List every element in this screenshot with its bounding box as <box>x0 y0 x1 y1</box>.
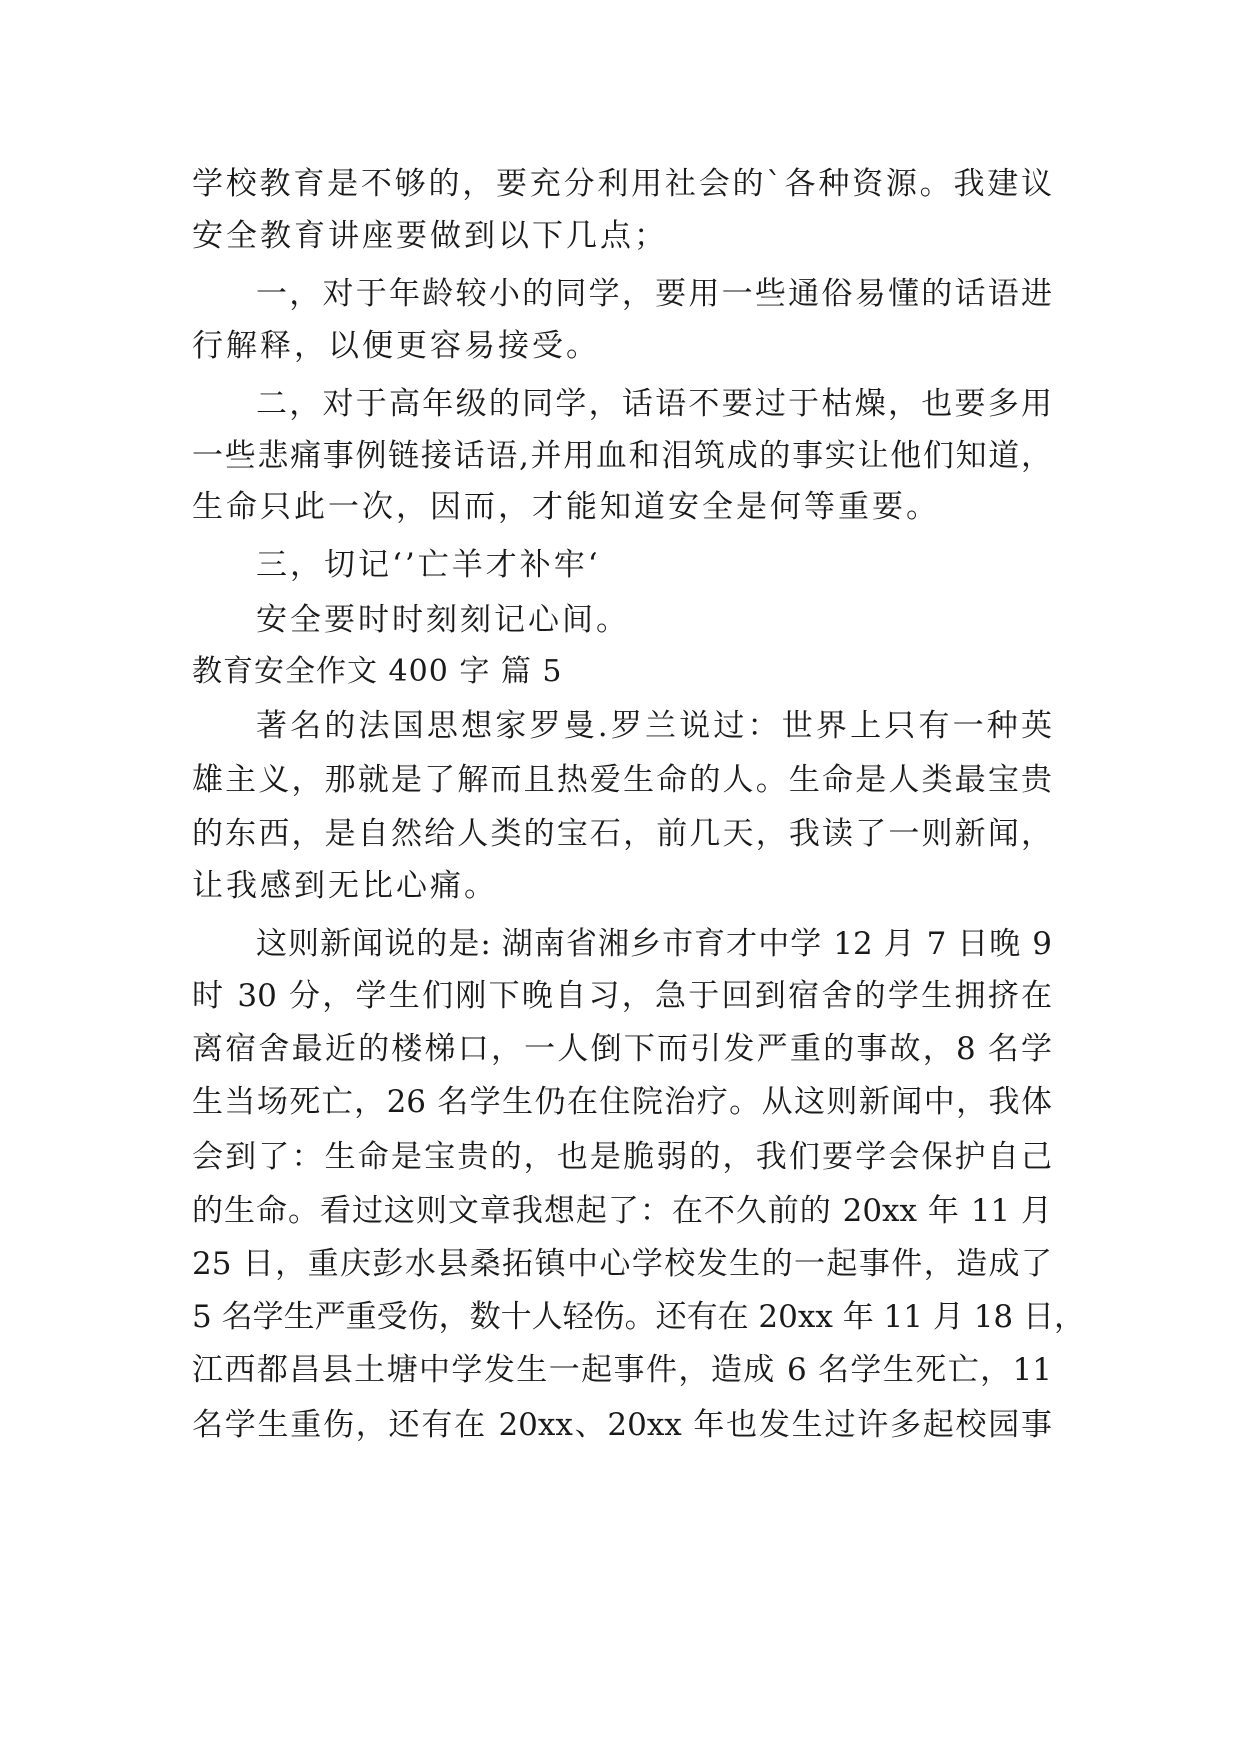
text-line: 的生命。看过这则文章我想起了：在不久前的 20xx 年 11 月 <box>192 1193 1052 1229</box>
text-line: 生当场死亡，26 名学生仍在住院治疗。从这则新闻中，我体 <box>192 1084 1052 1120</box>
text-line: 时 30 分，学生们刚下晚自习，急于回到宿舍的学生拥挤在 <box>192 978 1052 1014</box>
text-line: 名学生重伤，还有在 20xx、20xx 年也发生过许多起校园事 <box>192 1407 1052 1443</box>
text-line: 的东西，是自然给人类的宝石，前几天，我读了一则新闻， <box>192 816 1052 852</box>
text-line: 学校教育是不够的，要充分利用社会的`各种资源。我建议 <box>192 166 1052 202</box>
text-line: 安全要时时刻刻记心间。 <box>256 602 630 638</box>
text-line: 这则新闻说的是: 湖南省湘乡市育才中学 12 月 7 日晚 9 <box>256 926 1052 962</box>
text-line: 生命只此一次，因而，才能知道安全是何等重要。 <box>192 489 940 525</box>
text-line: 江西都昌县土塘中学发生一起事件，造成 6 名学生死亡，11 <box>192 1352 1052 1388</box>
text-line: 会到了：生命是宝贵的，也是脆弱的，我们要学会保护自己 <box>192 1139 1052 1175</box>
text-line: 让我感到无比心痛。 <box>192 868 498 904</box>
text-line: 25 日，重庆彭水县桑拓镇中心学校发生的一起事件，造成了 <box>192 1246 1052 1282</box>
text-line: 著名的法国思想家罗曼.罗兰说过：世界上只有一种英 <box>256 708 1052 744</box>
text-line: 离宿舍最近的楼梯口，一人倒下而引发严重的事故，8 名学 <box>192 1031 1052 1067</box>
text-line: 二，对于高年级的同学，话语不要过于枯燥，也要多用 <box>256 386 1052 422</box>
text-line: 雄主义，那就是了解而且热爱生命的人。生命是人类最宝贵 <box>192 762 1052 798</box>
text-line: 三，切记‘’亡羊才补牢‘ <box>256 547 601 583</box>
text-line: 一些悲痛事例链接话语,并用血和泪筑成的事实让他们知道， <box>192 438 1052 474</box>
section-heading: 教育安全作文 400 字 篇 5 <box>192 654 563 689</box>
text-line: 行解释，以便更容易接受。 <box>192 328 600 364</box>
text-line: 5 名学生严重受伤，数十人轻伤。还有在 20xx 年 11 月 18 日， <box>192 1299 1086 1335</box>
text-line: 安全教育讲座要做到以下几点； <box>192 218 668 254</box>
text-line: 一，对于年龄较小的同学，要用一些通俗易懂的话语进 <box>256 276 1052 312</box>
